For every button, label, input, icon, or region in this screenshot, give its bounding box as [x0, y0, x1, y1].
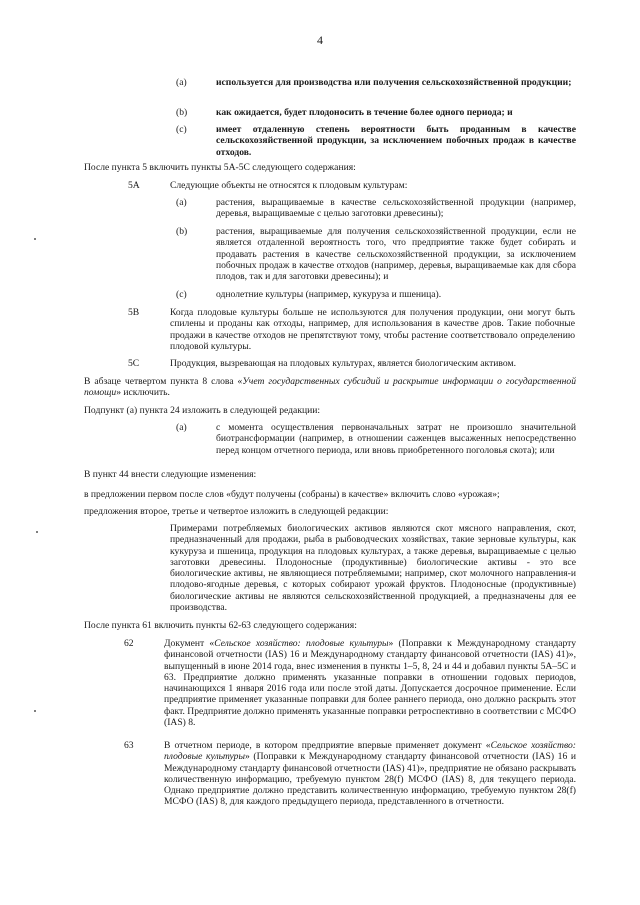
paragraph: После пункта 61 включить пункты 62-63 следующего содержания:: [84, 620, 357, 631]
italic-title: Сельское хозяйство: плодовые культуры: [214, 638, 389, 649]
paragraph: Когда плодовые культуры больше не используются для получения продукции, они могут быть спилены и проданы как отходы, например, для использования в качестве дров. Такие побочные продажи в качестве отходов не препятствуют тому, чтобы растение соответствовало определению плодовой культуры.: [170, 307, 575, 352]
paragraph-number: 5А: [128, 180, 140, 191]
list-item-text: как ожидается, будет плодоносить в течение более одного периода; и: [216, 107, 513, 118]
paragraph: в предложении первом после слов «будут получены (собраны) в качестве» включить слово «урожая»;: [84, 489, 500, 500]
paragraph-number: 62: [124, 638, 134, 649]
text-run: » (Поправки к Международному стандарту финансовой отчетности (IAS) 16 и Международному стандарту финансовой отчетности (IAS) 41)», предприятие не обязано раскрывать количественную информацию, требуемую пунктом 28(f) МСФО (IAS) 8, для текущего периода. Однако предприятие должно представить количественную информацию, требуемую пунктом 28(f) МСФО (IAS) 8, для каждого предыдущего периода, представленного в отчетности.: [164, 751, 576, 808]
list-item-text: растения, выращиваемые для получения сельскохозяйственной продукции, если не является отдаленной вероятность того, что предприятие также будет собирать и продавать растения в качестве сельскохозяйственной продукции, за исключением побочных продаж в качестве отходов (например, деревья, выращиваемые как для сбора плодов, так и для заготовки древесины); и: [216, 226, 576, 283]
list-item-text: растения, выращиваемые в качестве сельскохозяйственной продукции (например, деревья, выращиваемые с целью заготовки древесины);: [216, 197, 576, 220]
list-marker: (a): [176, 77, 187, 88]
paragraph: [164, 740, 576, 808]
text-run: » исключить.: [116, 387, 170, 399]
list-marker: (b): [176, 226, 188, 237]
paragraph: [84, 376, 576, 399]
paragraph: После пункта 5 включить пункты 5А-5С следующего содержания:: [84, 162, 356, 173]
italic-title: Учет государственных субсидий и раскрытие информации о государственной помощи: [84, 376, 576, 399]
text-run: » (Поправки к Международному стандарту финансовой отчетности (IAS) 16 и Международному стандарту финансовой отчетности (IAS) 41)», выпущенный в июне 2014 года, внес изменения в пункты 1–5, 8, 24 и 44 и добавил пункты 5А–5С и 63. Предприятие должно применять указанные поправки в отношении годовых периодов, начинающихся 1 января 2016 года или после этой даты. Допускается досрочное применение. Если предприятие применяет указанные поправки для более раннего периода, оно должно раскрыть этот факт. Предприятие должно применять указанные поправки ретроспективно в соответствии с МСФО (IAS) 8.: [164, 638, 576, 729]
list-item-text: имеет отдаленную степень вероятности быть проданным в качестве сельскохозяйственной продукции, за исключением побочных продаж в качестве отходов.: [216, 124, 576, 158]
paragraph: [164, 638, 576, 728]
text-run: В абзаце четвертом пункта 8 слова «: [84, 376, 243, 387]
paragraph: Продукция, вызревающая на плодовых культурах, является биологическим активом.: [170, 358, 516, 369]
quoted-text: Примерами потребляемых биологических активов являются скот мясного направления, скот, предназначенный для продажи, рыба в рыбоводческих хозяйствах, такие зерновые культуры, как кукуруза и пшеница, продукция на плодовых культурах, а также деревья, выращиваемые с целью заготовки древесины. Плодоносные (продуктивные) биологические активы - это все биологические активы, не являющиеся потребляемыми; например, скот молочного направления-и плодово-ягодные деревья, с которых собирают урожай фруктов. Плодоносные (продуктивные) биологические активы не являются сельскохозяйственной продукцией, а предназначены для ее производства.: [170, 523, 576, 614]
scan-speck: [34, 238, 36, 240]
list-item-text: однолетние культуры (например, кукуруза и пшеница).: [216, 289, 442, 300]
paragraph: Подпункт (а) пункта 24 изложить в следующей редакции:: [84, 405, 321, 416]
paragraph-number: 5С: [128, 358, 140, 369]
list-item-text: используется для производства или получения сельскохозяйственной продукции;: [216, 77, 572, 88]
list-marker: (c): [176, 289, 187, 300]
list-marker: (a): [176, 197, 187, 208]
list-marker: (b): [176, 107, 188, 118]
page-number: 4: [317, 33, 323, 47]
paragraph: В пункт 44 внести следующие изменения:: [84, 469, 257, 480]
list-marker: (c): [176, 124, 187, 135]
scan-speck: [36, 531, 38, 533]
list-item-text: с момента осуществления первоначальных затрат не произошло значительной биотрансформации (например, в отношении саженцев высаженных непосредственно перед концом отчетного периода, или вновь приобретенного поголовья скота); или: [216, 422, 576, 456]
paragraph-number: 5В: [128, 307, 140, 318]
paragraph: предложения второе, третье и четвертое изложить в следующей редакции:: [84, 506, 389, 517]
list-marker: (a): [176, 422, 187, 433]
paragraph: Следующие объекты не относятся к плодовым культурам:: [170, 180, 408, 191]
italic-title: Сельское хозяйство: плодовые культуры: [164, 740, 576, 763]
text-run: В отчетном периоде, в котором предприятие впервые применяет документ «: [164, 740, 491, 751]
paragraph-number: 63: [124, 740, 134, 751]
text-run: Документ «: [164, 638, 215, 649]
scan-speck: [34, 710, 36, 712]
